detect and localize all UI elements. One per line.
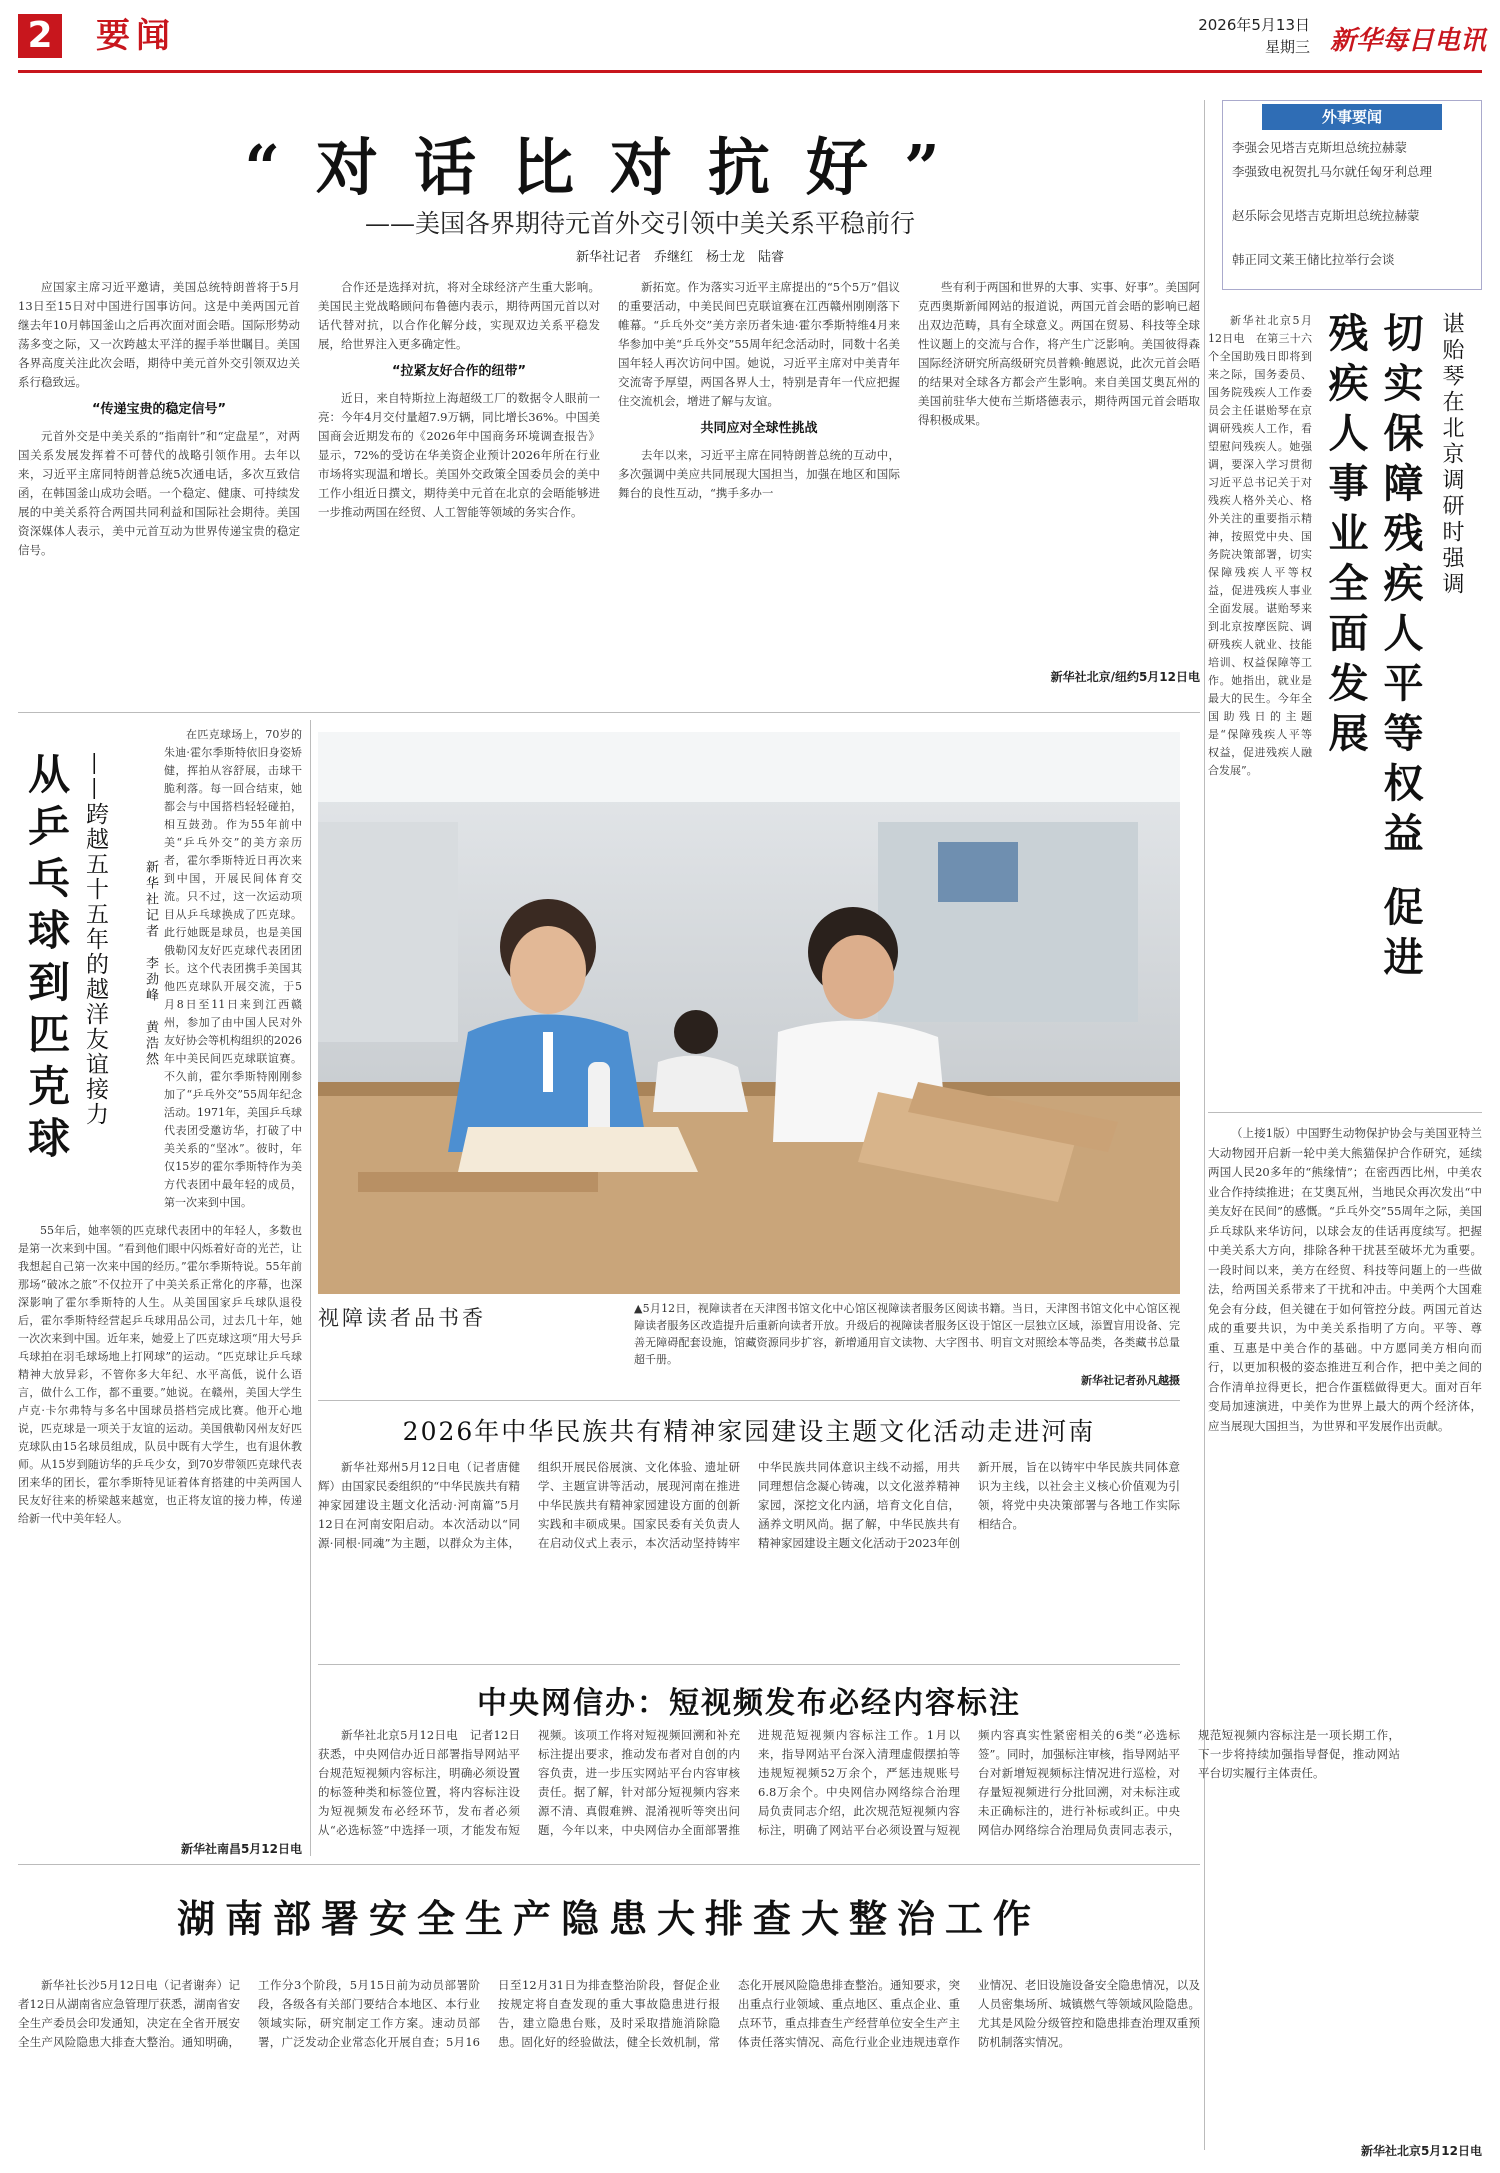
- pingpong-dateline: 新华社南昌5月12日电: [180, 1842, 302, 1856]
- lead-subhead-2: “拉紧友好合作的纽带”: [391, 364, 527, 379]
- pingpong-paragraph: 在匹克球场上，70岁的朱迪·霍尔季斯特依旧身姿矫健，挥拍从容舒展，击球干脆利落。每一回合结束，她都会与中国搭档轻轻碰拍，相互鼓劲。作为55年前中美“乒乓外交”的美方亲历者，霍尔季斯特近日再次来到中国，开展民间体育交流。只不过，这一次运动项目从乒乓球换成了匹克球。此行她既是球员，也是美国俄勒冈友好匹克球代表团团长。这个代表团携手美国其他匹克球队开展交流，于5月8日至11日来到江西赣州，参加了由中国人民对外友好协会等机构组织的2026年中美民间匹克球联谊赛。不久前，霍尔季斯特刚刚参加了“乒乓外交”55周年纪念活动。1971年，美国乒乓球代表团受邀访华，打破了中美关系的“坚冰”。彼时，年仅15岁的霍尔季斯特作为美方代表团中最年轻的成员，第一次来到中国。: [164, 728, 302, 1209]
- foreign-affairs-item: 李强致电祝贺扎马尔就任匈牙利总理: [1232, 164, 1433, 179]
- pingpong-body-bottom: [18, 1222, 302, 1836]
- cac-body: [318, 1726, 1400, 1856]
- henan-title: 2026年中华民族共有精神家园建设主题文化活动走进河南: [402, 1417, 1096, 1446]
- hunan-title: 湖南部署安全生产隐患大排查大整治工作: [176, 1896, 1041, 1941]
- newspaper-brand: 新华每日电讯: [1330, 26, 1487, 56]
- lead-dateline: 新华社北京/纽约5月12日电: [1050, 670, 1200, 684]
- date-text: 2026年5月13日: [1198, 16, 1310, 34]
- lead-paragraph: 应国家主席习近平邀请，美国总统特朗普将于5月13日至15日对中国进行国事访问。这是中美两国元首继去年10月韩国釜山之后再次面对面会晤。国际形势动荡多变之际，又一次跨越太平洋的握手举世瞩目。美国各界高度关注此次会晤，期待中美元首外交引领双边关系行稳致远。: [18, 280, 300, 389]
- lead-paragraph: 些有利于两国和世界的大事、实事、好事”。美国阿克西奥斯新闻网站的报道说，两国元首会晤的影响已超出双边范畴，具有全球意义。两国在贸易、科技等全球性议题上的交流与合作，将产生广泛影响。美国彼得森国际经济研究所高级研究员普赖·鲍恩说，此次元首会晤的结果对全球各方都会产生影响。来自美国艾奥瓦州的美国前驻华大使布兰斯塔德表示，期待两国元首会晤取得积极成果。: [918, 280, 1200, 427]
- photo-illustration: [318, 732, 1180, 1294]
- column-rule: [1204, 100, 1205, 2150]
- sidebar-headline: 切实保障残疾人平等权益 促进残疾人事业全面发展: [1322, 312, 1424, 986]
- sidebar-paragraph: 新华社北京5月12日电 在第三十六个全国助残日即将到来之际，国务委员、国务院残疾人工作委员会主任谌贻琴在京调研残疾人工作，看望慰问残疾人。她强调，要深入学习贯彻习近平总书记关于对残疾人格外关心、格外关注的重要指示精神，按照党中央、国务院决策部署，切实保障残疾人平等权益，促进残疾人事业全面发展。谌贻琴来到北京按摩医院、调研残疾人就业、技能培训、权益保障等工作。她指出，就业是最大的民生。今年全国助残日的主题是“保障残疾人平等权益，促进残疾人融合发展”。: [1208, 314, 1312, 777]
- continued-paragraph: （上接1版）中国野生动物保护协会与美国亚特兰大动物园开启新一轮中美大熊猫保护合作研究，延续两国人民20多年的“熊缘情”；在密西西比州，中美农业合作持续推进；在艾奥瓦州，当地民众再次发出“中美友好在民间”的感慨。“乒乓外交”55周年之际，美国乒乓球队来华访问，以球会友的佳话再度续写。把握中美关系大方向，排除各种干扰甚至破坏尤为重要。一段时间以来，美方在经贸、科技等问题上的一些做法，给两国关系带来了干扰和冲击。中美两个大国难免会有分歧，但关键在于如何管控分歧。两国元首达成的重要共识，为中美关系指明了方向。平等、尊重、互惠是中美合作的基础。中方愿同美方相向而行，以更加积极的姿态推进互利合作，把中美之间的合作清单拉得更长，把合作蛋糕做得更大。面对百年变局加速演进，中美作为世界上最大的两个经济体，应当展现大国担当，为世界和平发展作出贡献。: [1208, 1126, 1482, 1433]
- pingpong-paragraph: 55年后，她率领的匹克球代表团中的年轻人，多数也是第一次来到中国。“看到他们眼中闪烁着好奇的光芒，让我想起自己第一次来中国的经历。”霍尔季斯特说。55年前那场“破冰之旅”不仅拉开了中美关系正常化的序幕，也深深影响了霍尔季斯特的人生。从美国国家乒乓球队退役后，霍尔季斯特经营起乒乓球用品公司，过去几十年，她一次次来到中国。近年来，她爱上了匹克球这项“用大号乒乓球拍在羽毛球场地上打网球”的运动。“匹克球让乒乓球精神大放异彩，不管你多大年纪、水平高低，说什么语言，做什么工作，都不重要。”她说。在赣州，美国大学生卢克·卡尔弗特与多名中国球员搭档完成比赛。他开心地说，匹克球是一项关于友谊的运动。美国俄勒冈州友好匹克球队由15名球员组成，队员中既有大学生，也有退休教师。从15岁到随访华的乒乓少女，到70岁带领匹克球代表团来华的团长，霍尔季斯特见证着体育搭建的中美两国人民友好往来的桥梁越来越宽，也正将友谊的接力棒，传递给新一代中美年轻人。: [18, 1224, 302, 1525]
- weekday-text: 星期三: [1264, 38, 1310, 56]
- continued-article: [1208, 1124, 1482, 2136]
- foreign-affairs-item: 李强会见塔吉克斯坦总统拉赫蒙: [1232, 140, 1408, 155]
- foreign-affairs-item: 韩正同文莱王储比拉举行会谈: [1232, 252, 1395, 267]
- lead-paragraph: 元首外交是中美关系的“指南针”和“定盘星”，对两国关系发展发挥着不可替代的战略引领作用。去年以来，习近平主席同特朗普总统5次通电话，多次互致信函，在韩国釜山成功会晤。一个稳定、健康、可持续发展的中美关系符合两国共同利益和国际社会期待。美国资深媒体人表示，美中元首互动为世界传递宝贵的稳定信号。: [18, 429, 300, 557]
- foreign-affairs-title: 外事要闻: [1262, 104, 1442, 130]
- lead-paragraph: 新拓宽。作为落实习近平主席提出的“5个5万”倡议的重要活动，中美民间巴克联谊赛在江西赣州刚刚落下帷幕。“乒乓外交”美方亲历者朱迪·霍尔季斯特维4月来华参加中美“乒乓外交”55周年纪念活动时，同数十名美国年轻人再次访问中国。她说，习近平主席对中美青年交流寄予厚望，两国各界人士，特别是青年一代应把握住交流机会，增进了解与友谊。: [618, 280, 900, 408]
- lead-column-1: [18, 278, 300, 684]
- cac-title: 中央网信办：短视频发布必经内容标注: [477, 1686, 1021, 1721]
- hunan-body: [18, 1976, 1200, 2162]
- lead-subhead-3: 共同应对全球性挑战: [700, 421, 818, 436]
- cac-paragraph: 新华社北京5月12日电 记者12日获悉，中央网信办近日部署指导网站平台规范短视频内容标注，明确必须设置的标签种类和标签位置，将内容标注设为短视频发布必经环节，发布者必须从“必选标签”中选择一项，才能发布短视频。该项工作将对短视频回溯和补充标注提出要求，推动发布者对自创的内容负责，进一步压实网站平台内容审核责任。据了解，针对部分短视频内容来源不清、真假难辨、混淆视听等突出问题，今年以来，中央网信办全面部署推进规范短视频内容标注工作。1月以来，指导网站平台深入清理虚假摆拍等违规短视频52万余个，严惩违规账号6.8万余个。中央网信办网络综合治理局负责同志介绍，此次规范短视频内容标注，明确了网站平台必须设置与短视频内容真实性紧密相关的6类“必选标签”。同时，加强标注审核，指导网站平台对新增短视频标注情况进行巡检，对存量短视频进行分批回溯，对未标注或未正确标注的，进行补标或纠正。中央网信办网络综合治理局负责同志表示，规范短视频内容标注是一项长期工作，下一步将持续加强指导督促，推动网站平台切实履行主体责任。: [318, 1728, 1400, 1837]
- divider: [318, 1664, 1180, 1665]
- divider: [18, 712, 1200, 713]
- lead-subtitle: ——美国各界期待元首外交引领中美关系平稳前行: [364, 209, 915, 238]
- lead-paragraph: 合作还是选择对抗，将对全球经济产生重大影响。美国民主党战略顾问布鲁德内表示，期待两国元首以对话代替对抗，以合作化解分歧，实现双边关系平稳发展，给世界注入更多确定性。: [318, 280, 600, 351]
- lead-title: “对话比对抗好”: [244, 131, 976, 204]
- continued-dateline: 新华社北京5月12日电: [1360, 2144, 1482, 2158]
- lead-subhead-1: “传递宝贵的稳定信号”: [91, 402, 227, 417]
- photo-caption: ▲5月12日，视障读者在天津图书馆文化中心馆区视障读者服务区阅读书籍。当日，天津图书馆文化中心馆区视障读者服务区改造提升后重新向读者开放。升级后的视障读者服务区设于馆区一层独立区域，添置盲用设备、完善无障碍配套设施，馆藏资源同步扩容，新增通用盲文读物、大字图书、明盲文对照绘本等品类，各类藏书总量超千册。: [634, 1302, 1180, 1366]
- photo-credit: 新华社记者孙凡越摄: [1081, 1374, 1180, 1387]
- lead-column-2: [318, 278, 600, 684]
- photo-caption-title: 视障读者品书香: [318, 1306, 486, 1330]
- lead-paragraph: 近日，来自特斯拉上海超级工厂的数据令人眼前一亮：今年4月交付量超7.9万辆，同比增长36%。中国美国商会近期发布的《2026年中国商务环境调查报告》显示，72%的受访在华美资企业预计2026年所在行业市场将实现温和增长。美国外交政策全国委员会的美中工作小组近日撰文，期待美中元首在北京的会晤能够进一步推动两国在经贸、人工智能等领域的务实合作。: [318, 391, 600, 519]
- issue-date: [1190, 14, 1310, 58]
- pingpong-title: 从乒乓球到匹克球: [22, 752, 71, 1168]
- divider: [318, 1400, 1180, 1401]
- pingpong-body-top: [164, 726, 302, 1216]
- henan-body: [318, 1458, 1180, 1654]
- pingpong-subtitle: ——跨越五十五年的越洋友谊接力: [82, 752, 108, 1127]
- divider: [18, 1864, 1200, 1865]
- foreign-affairs-item: 赵乐际会见塔吉克斯坦总统拉赫蒙: [1232, 208, 1420, 223]
- lead-paragraph: 去年以来，习近平主席在同特朗普总统的互动中，多次强调中美应共同展现大国担当，加强在地区和国际舞台的良性互动，“携手多办一: [618, 448, 900, 500]
- news-photo: [318, 732, 1180, 1294]
- column-rule: [310, 720, 311, 1856]
- pingpong-byline: 新华社记者 李劲峰 黄浩然: [143, 860, 158, 1068]
- section-title: 要闻: [96, 16, 176, 56]
- sidebar-body: [1208, 312, 1312, 1002]
- divider: [1208, 1112, 1482, 1113]
- lead-column-3: [618, 278, 900, 684]
- henan-paragraph: 新华社郑州5月12日电（记者唐健辉）由国家民委组织的“中华民族共有精神家园建设主题文化活动·河南篇”5月12日在河南安阳启动。本次活动以“同源·同根·同魂”为主题，以群众为主体，组织开展民俗展演、文化体验、遗址研学、主题宣讲等活动，展现河南在推进中华民族共有精神家园建设方面的创新实践和丰硕成果。国家民委有关负责人在启动仪式上表示，本次活动坚持铸牢中华民族共同体意识主线不动摇，用共同理想信念凝心铸魂，以文化滋养精神家园，深挖文化内涵，培育文化自信，涵养文明风尚。据了解，中华民族共有精神家园建设主题文化活动于2023年创新开展，旨在以铸牢中华民族共同体意识为主线，以社会主义核心价值观为引领，将党中央决策部署与各地工作实际相结合。: [318, 1460, 1180, 1550]
- hunan-paragraph: 新华社长沙5月12日电（记者谢奔）记者12日从湖南省应急管理厅获悉，湖南省安全生产委员会印发通知，决定在全省开展安全生产风险隐患大排查大整治。通知明确，工作分3个阶段，5月15日前为动员部署阶段，各级各有关部门要结合本地区、本行业领域实际，研究制定工作方案。速动员部署，广泛发动企业常态化开展自查；5月16日至12月31日为排查整治阶段，督促企业按规定将自查发现的重大事故隐患进行报告，建立隐患台账，及时采取措施消除隐患。固化好的经验做法，健全长效机制，常态化开展风险隐患排查整治。通知要求，突出重点行业领域、重点地区、重点企业、重点环节，重点排查生产经营单位安全生产主体责任落实情况、高危行业企业违规违章作业情况、老旧设施设备安全隐患情况，以及人员密集场所、城镇燃气等领域风险隐患。尤其是风险分级管控和隐患排查治理双重预防机制落实情况。: [18, 1978, 1200, 2049]
- header-rule: [18, 70, 1482, 73]
- sidebar-kicker: 谌贻琴在北京调研时强调: [1439, 312, 1464, 598]
- page-number: 2: [18, 14, 62, 58]
- lead-column-4: [918, 278, 1200, 664]
- lead-byline: 新华社记者 乔继红 杨士龙 陆睿: [575, 250, 784, 265]
